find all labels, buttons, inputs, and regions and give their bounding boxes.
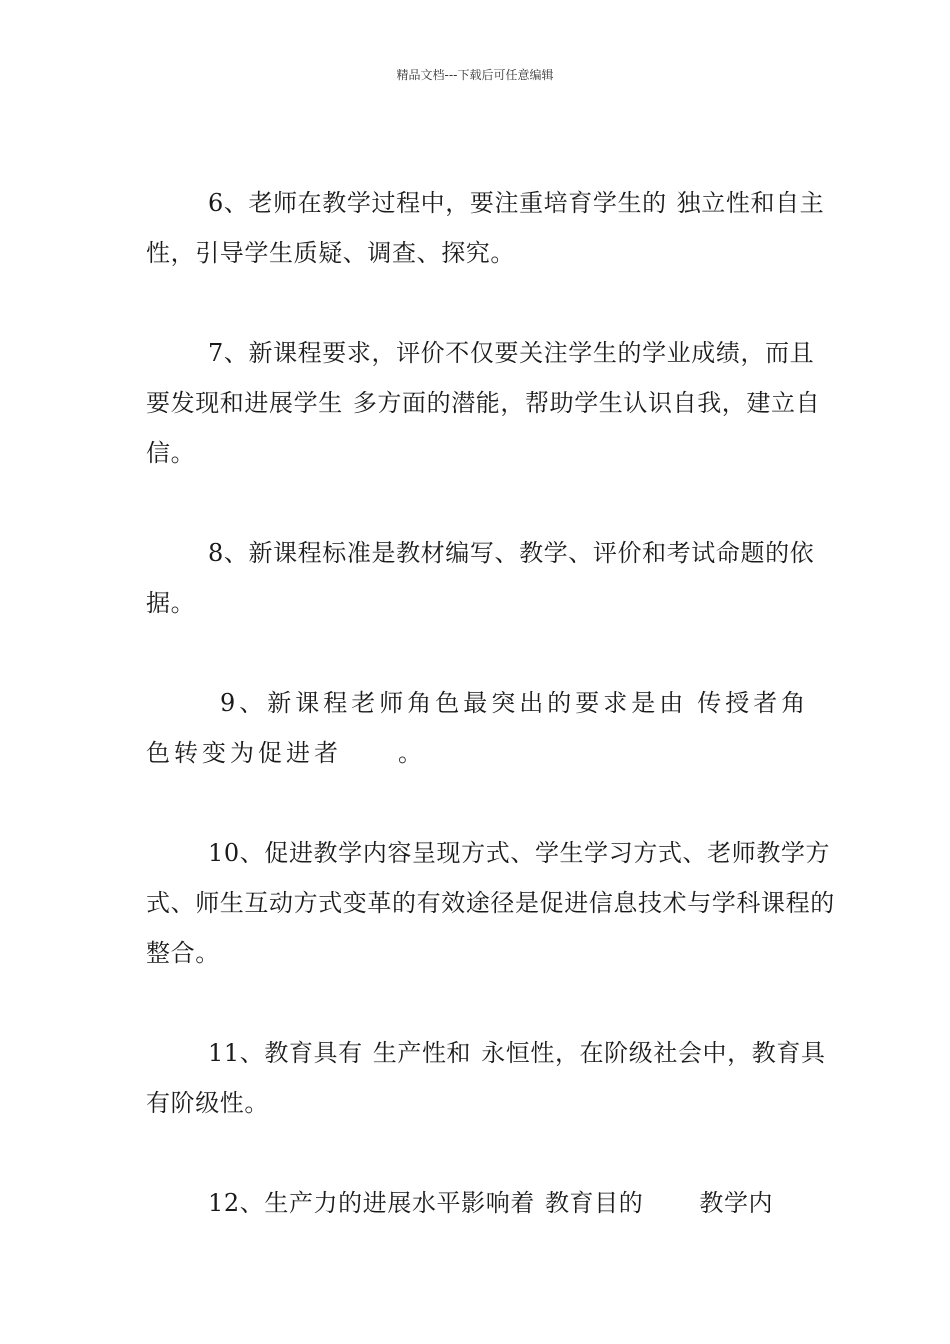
paragraph-text: 教育目的 — [544, 1189, 644, 1217]
paragraph-6 — [146, 178, 836, 278]
paragraph-text: 多方面的潜能，帮助学生认识自我，建立自信。 — [146, 389, 821, 467]
paragraph-text: 12、生产力的进展水平影响着 — [208, 1189, 535, 1217]
paragraph-text: 生产性和 — [372, 1039, 472, 1067]
paragraph-11 — [146, 1028, 836, 1128]
paragraph-7 — [146, 328, 836, 478]
paragraph-text: 11、教育具有 — [208, 1039, 363, 1067]
paragraph-text: 传授者角色转变为促进者 — [146, 689, 810, 767]
paragraph-text: 7、新课程要求，评价不仅要关注学生的学业成绩，而且要发现和进展学生 — [146, 339, 815, 417]
paragraph-9 — [146, 678, 836, 778]
paragraph-text: 10、促进教学内容呈现方式、学生学习方式、老师教学方式、师生互动方式变革的有效途径是促进信息技术与学科课程的整合。 — [146, 839, 835, 967]
document-body — [146, 178, 836, 1278]
page-header: 精品文档---下载后可任意编辑 — [396, 68, 554, 82]
paragraph-text: 独立性和自主性，引导学生质疑、调查、探究。 — [146, 189, 825, 267]
paragraph-text: 。 — [398, 739, 426, 767]
paragraph-12 — [146, 1178, 836, 1228]
paragraph-text: 8、新课程标准是教材编写、教学、评价和考试命题的依据。 — [146, 539, 815, 617]
paragraph-10 — [146, 828, 836, 978]
paragraph-text: 9、新课程老师角色最突出的要求是由 — [220, 689, 688, 717]
paragraph-text: 6、老师在教学过程中，要注重培育学生的 — [208, 189, 667, 217]
paragraph-8 — [146, 528, 836, 628]
paragraph-text: 永恒性，在阶级社会中，教育具有阶级性。 — [146, 1039, 826, 1117]
paragraph-text: 教学内 — [699, 1189, 774, 1217]
